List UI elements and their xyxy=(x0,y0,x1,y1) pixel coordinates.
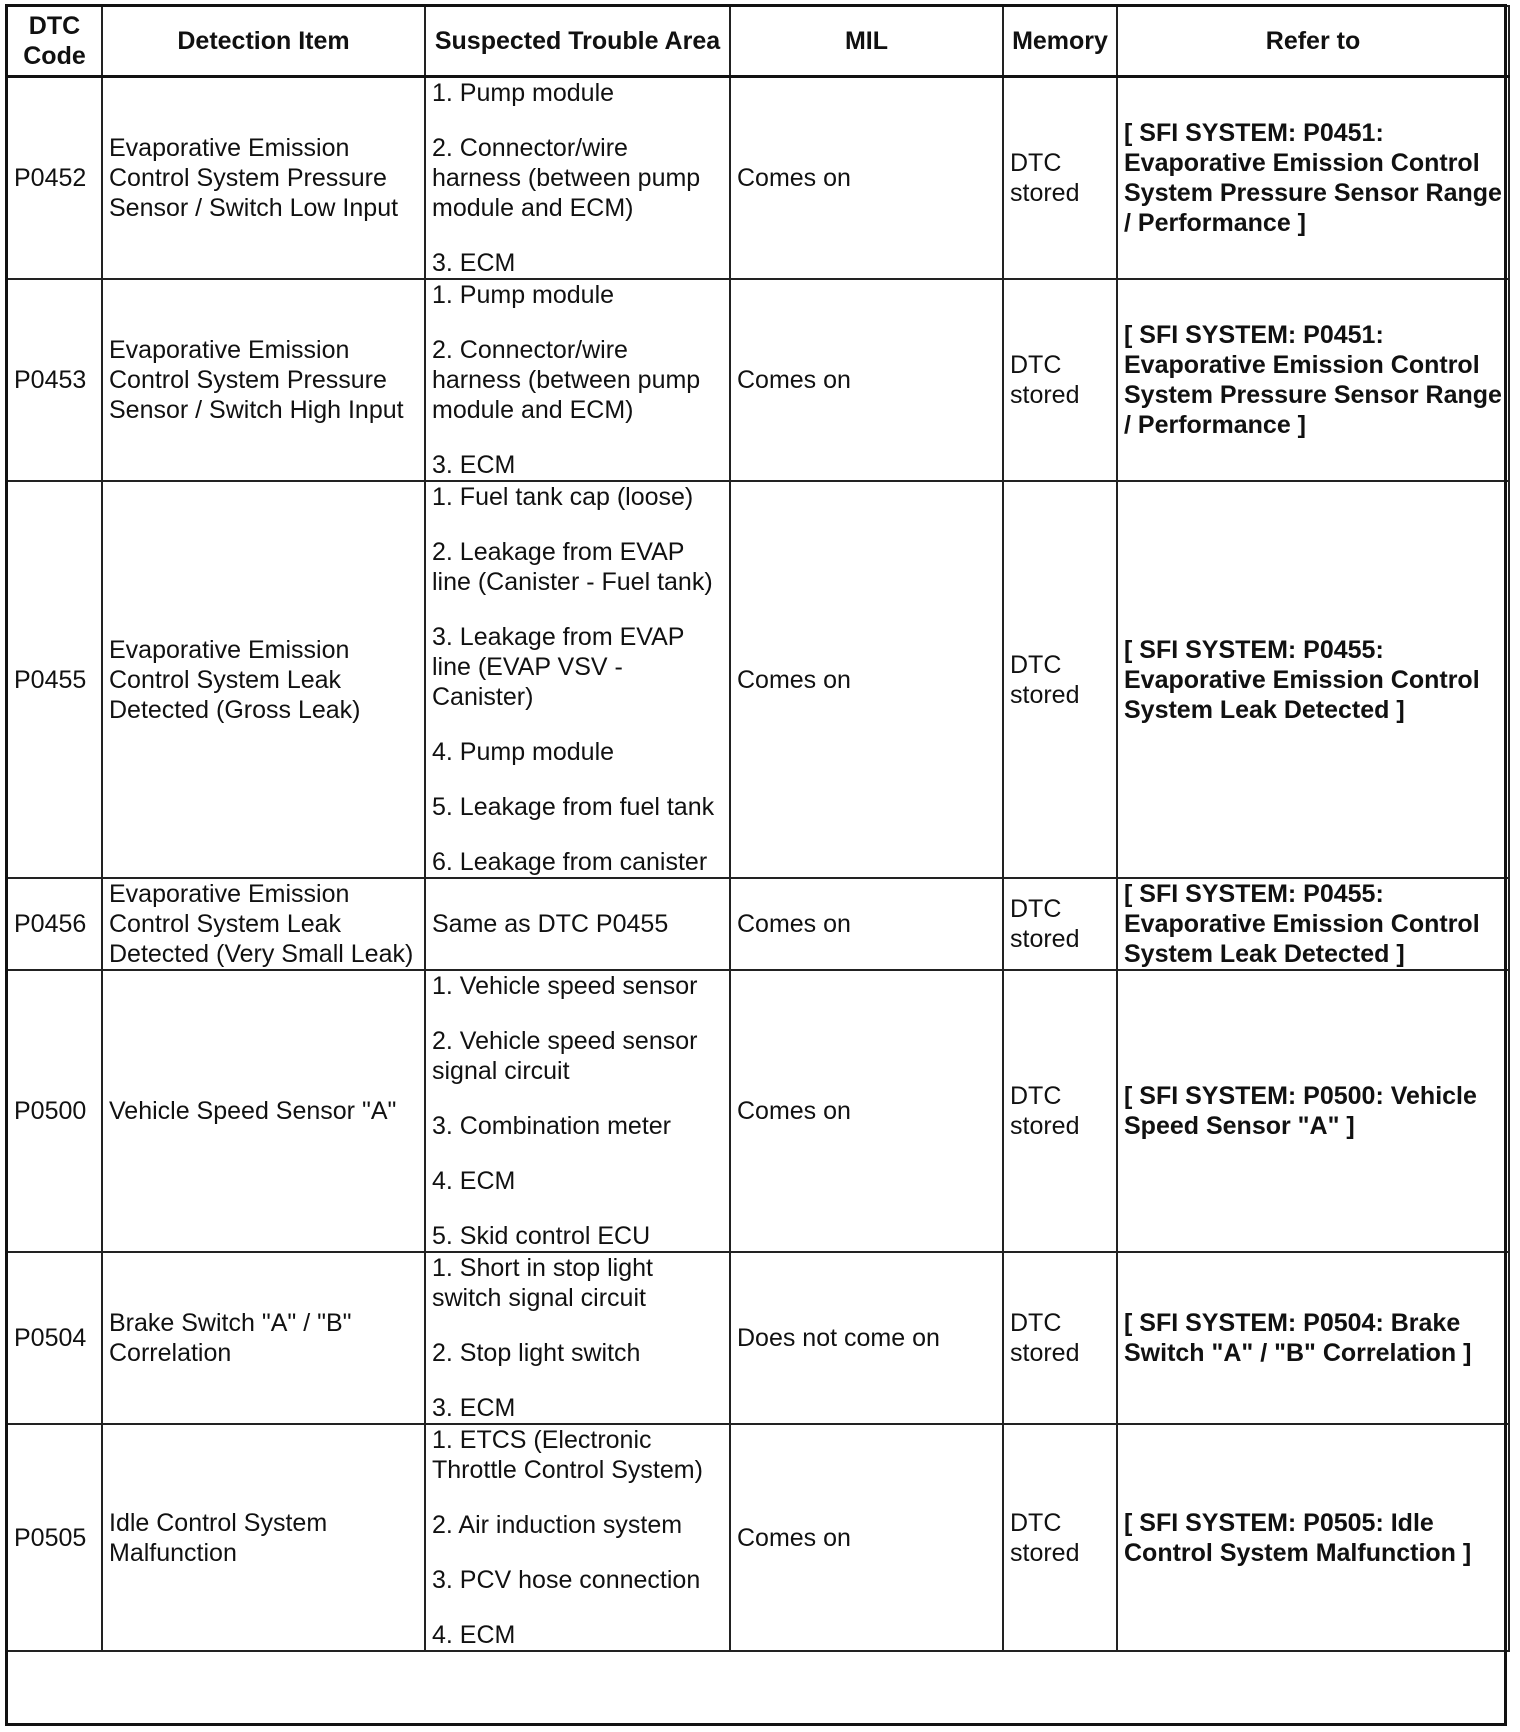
table-row xyxy=(7,970,1509,1252)
mil-cell: Comes on xyxy=(730,77,1003,280)
memory-cell xyxy=(1003,77,1117,280)
memory-text: DTC xyxy=(1010,1508,1062,1537)
trouble-area-item: 1. Vehicle speed sensor xyxy=(432,972,698,1000)
trouble-area-list xyxy=(432,78,723,278)
table-row xyxy=(7,878,1509,970)
dtc-code-cell: P0456 xyxy=(7,878,102,970)
suspected-trouble-area-cell xyxy=(425,1252,730,1424)
mil-cell: Comes on xyxy=(730,1424,1003,1651)
detection-item-cell: Evaporative Emission Control System Leak Detected (Very Small Leak) xyxy=(102,878,425,970)
table-row xyxy=(7,481,1509,878)
refer-to-link[interactable]: [ SFI SYSTEM: P0451: Evaporative Emission Control System Pressure Sensor Range / Performance ] xyxy=(1117,279,1509,481)
trouble-area-item: 1. ETCS (Electronic Throttle Control System) xyxy=(432,1426,703,1484)
mil-cell: Comes on xyxy=(730,481,1003,878)
mil-cell: Comes on xyxy=(730,279,1003,481)
trouble-area-item: 1. Short in stop light switch signal circuit xyxy=(432,1254,653,1312)
detection-item-cell: Evaporative Emission Control System Pressure Sensor / Switch High Input xyxy=(102,279,425,481)
memory-text: DTC xyxy=(1010,650,1062,679)
trouble-area-list xyxy=(432,280,723,480)
trouble-area-item: 3. Leakage from EVAP line (EVAP VSV - Canister) xyxy=(432,623,685,711)
memory-cell xyxy=(1003,279,1117,481)
trouble-area-item: 3. Combination meter xyxy=(432,1112,672,1140)
memory-cell xyxy=(1003,481,1117,878)
dtc-table xyxy=(6,5,1510,1652)
memory-text: stored xyxy=(1010,680,1080,709)
memory-text: stored xyxy=(1010,1339,1080,1367)
trouble-area-item: 3. ECM xyxy=(432,451,516,479)
trouble-area-item: 4. Pump module xyxy=(432,738,615,766)
suspected-trouble-area-cell xyxy=(425,77,730,280)
header-dtc-code: DTC Code xyxy=(7,6,102,77)
memory-text: stored xyxy=(1010,925,1080,953)
trouble-area-item: 2. Air induction system xyxy=(432,1511,683,1539)
dtc-code-cell: P0504 xyxy=(7,1252,102,1424)
memory-text: DTC xyxy=(1010,351,1062,379)
trouble-area-item: 5. Skid control ECU xyxy=(432,1222,651,1250)
dtc-code-cell: P0500 xyxy=(7,970,102,1252)
suspected-trouble-area-cell xyxy=(425,878,730,970)
table-row xyxy=(7,279,1509,481)
refer-to-link[interactable]: [ SFI SYSTEM: P0504: Brake Switch "A" / "B" Correlation ] xyxy=(1117,1252,1509,1424)
trouble-area-list xyxy=(432,909,723,939)
memory-text: stored xyxy=(1010,1538,1080,1567)
suspected-trouble-area-cell xyxy=(425,279,730,481)
dtc-code-cell: P0452 xyxy=(7,77,102,280)
memory-text: stored xyxy=(1010,179,1080,207)
suspected-trouble-area-cell xyxy=(425,970,730,1252)
trouble-area-item: 4. ECM xyxy=(432,1621,516,1649)
header-refer-to: Refer to xyxy=(1117,6,1509,77)
detection-item-cell: Evaporative Emission Control System Leak Detected (Gross Leak) xyxy=(102,481,425,878)
header-detection-item: Detection Item xyxy=(102,6,425,77)
detection-item-cell: Idle Control System Malfunction xyxy=(102,1424,425,1651)
refer-to-link[interactable]: [ SFI SYSTEM: P0455: Evaporative Emission Control System Leak Detected ] xyxy=(1117,878,1509,970)
trouble-area-item: 2. Connector/wire harness (between pump module and ECM) xyxy=(432,336,701,424)
suspected-trouble-area-cell xyxy=(425,1424,730,1651)
trouble-area-item: 3. ECM xyxy=(432,1394,516,1422)
trouble-area-list xyxy=(432,482,723,877)
header-mil: MIL xyxy=(730,6,1003,77)
mil-cell: Comes on xyxy=(730,970,1003,1252)
mil-cell: Comes on xyxy=(730,878,1003,970)
dtc-code-cell: P0453 xyxy=(7,279,102,481)
refer-to-link[interactable]: [ SFI SYSTEM: P0505: Idle Control System Malfunction ] xyxy=(1117,1424,1509,1651)
trouble-area-item: 1. Pump module xyxy=(432,281,615,309)
table-row xyxy=(7,1252,1509,1424)
refer-to-link[interactable]: [ SFI SYSTEM: P0451: Evaporative Emission Control System Pressure Sensor Range / Performance ] xyxy=(1117,77,1509,280)
detection-item-cell: Vehicle Speed Sensor "A" xyxy=(102,970,425,1252)
trouble-area-item: 5. Leakage from fuel tank xyxy=(432,793,715,821)
memory-text: stored xyxy=(1010,381,1080,409)
memory-cell xyxy=(1003,878,1117,970)
trouble-area-item: 4. ECM xyxy=(432,1167,516,1195)
refer-to-link[interactable]: [ SFI SYSTEM: P0500: Vehicle Speed Sensor "A" ] xyxy=(1117,970,1509,1252)
trouble-area-item: 2. Leakage from EVAP line (Canister - Fuel tank) xyxy=(432,538,713,596)
trouble-area-item: 3. PCV hose connection xyxy=(432,1566,701,1594)
mil-cell: Does not come on xyxy=(730,1252,1003,1424)
trouble-area-item: 1. Fuel tank cap (loose) xyxy=(432,483,694,511)
memory-text: DTC xyxy=(1010,149,1062,177)
dtc-code-cell: P0505 xyxy=(7,1424,102,1651)
memory-text: stored xyxy=(1010,1112,1080,1140)
header-memory: Memory xyxy=(1003,6,1117,77)
detection-item-cell: Brake Switch "A" / "B" Correlation xyxy=(102,1252,425,1424)
table-row xyxy=(7,77,1509,280)
trouble-area-item: 2. Stop light switch xyxy=(432,1339,641,1367)
memory-cell xyxy=(1003,1252,1117,1424)
table-body xyxy=(7,77,1509,1652)
detection-item-cell: Evaporative Emission Control System Pressure Sensor / Switch Low Input xyxy=(102,77,425,280)
trouble-area-list xyxy=(432,1425,723,1650)
dtc-code-cell: P0455 xyxy=(7,481,102,878)
trouble-area-item: 2. Vehicle speed sensor signal circuit xyxy=(432,1027,698,1085)
memory-text: DTC xyxy=(1010,1082,1062,1110)
trouble-area-list xyxy=(432,971,723,1251)
trouble-area-list xyxy=(432,1253,723,1423)
memory-cell xyxy=(1003,1424,1117,1651)
trouble-area-item: 2. Connector/wire harness (between pump module and ECM) xyxy=(432,134,701,222)
trouble-area-item: 6. Leakage from canister xyxy=(432,848,708,876)
table-row xyxy=(7,1424,1509,1651)
trouble-area-item: 3. ECM xyxy=(432,249,516,277)
header-row xyxy=(7,6,1509,77)
memory-text: DTC xyxy=(1010,1309,1062,1337)
refer-to-link[interactable]: [ SFI SYSTEM: P0455: Evaporative Emission Control System Leak Detected ] xyxy=(1117,481,1509,878)
trouble-area-item: 1. Pump module xyxy=(432,79,615,107)
memory-cell xyxy=(1003,970,1117,1252)
memory-text: DTC xyxy=(1010,895,1062,923)
header-suspected-trouble-area: Suspected Trouble Area xyxy=(425,6,730,77)
trouble-area-item: Same as DTC P0455 xyxy=(432,910,669,938)
suspected-trouble-area-cell xyxy=(425,481,730,878)
